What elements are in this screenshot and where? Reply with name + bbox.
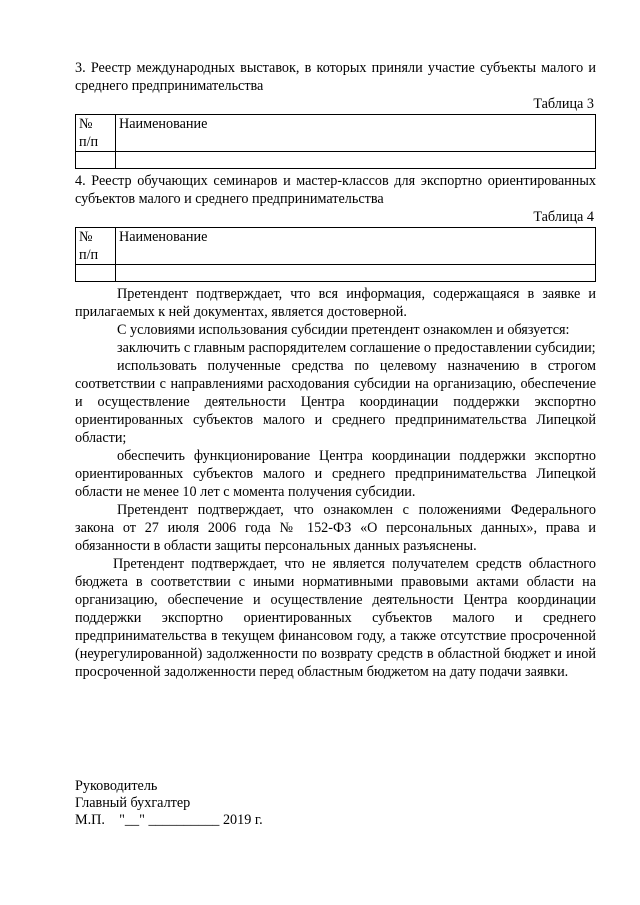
table4-label: Таблица 4 (533, 209, 594, 225)
table3-name-header: Наименование (116, 115, 596, 152)
table3 (75, 114, 596, 169)
table4-name-header: Наименование (116, 228, 596, 265)
list-item-ensure-operation: обеспечить функционирование Центра координации поддержки экспортно ориентированных субъектов малого и среднего предпринимательства Липецкой области не менее 10 лет с момента получения субсидии. (75, 448, 596, 500)
table3-num-header (76, 115, 116, 152)
table4 (75, 227, 596, 282)
signature-head: Руководитель (75, 778, 158, 794)
paragraph-personal-data: Претендент подтверждает, что ознакомлен с положениями Федерального закона от 27 июля 2006 года № 152-ФЗ «О персональных данных», права и обязанности в области защиты персональных данных разъяснены. (75, 502, 596, 554)
paragraph-conditions: С условиями использования субсидии претендент ознакомлен и обязуется: (117, 322, 570, 338)
table4-num-header-line1: № (79, 229, 93, 245)
signature-block (75, 778, 263, 829)
table4-empty-cell (116, 265, 596, 282)
table4-header-row (76, 228, 596, 265)
table4-num-header (76, 228, 116, 265)
table3-empty-row (76, 152, 596, 169)
table3-num-header-line1: № (79, 116, 93, 132)
paragraph-not-recipient: Претендент подтверждает, что не является получателем средств областного бюджета в соответствии с иными нормативными правовыми актами области на организацию, обеспечение и осуществление деятельности Центра координации поддержки экспортно ориентированных субъектов малого и среднего предпринимательства в текущем финансовом году, а также отсутствие просроченной (неурегулированной) задолженности по возврату средств в областной бюджет и иной просроченной задолженности перед областным бюджетом на дату подачи заявки. (75, 556, 596, 680)
list-item-use-funds: использовать полученные средства по целевому назначению в строгом соответствии с направлениями расходования субсидии на организацию, обеспечение и осуществление деятельности Центра координации поддержки экспортно ориентированных субъектов малого и среднего предпринимательства Липецкой области; (75, 358, 596, 446)
table3-num-header-line2: п/п (79, 134, 99, 150)
table3-empty-cell (76, 152, 116, 169)
table4-num-header-line2: п/п (79, 247, 99, 263)
table4-empty-row (76, 265, 596, 282)
section3-heading: 3. Реестр международных выставок, в которых приняли участие субъекты малого и среднего предпринимательства (75, 60, 596, 94)
table3-header-row (76, 115, 596, 152)
table4-empty-cell (76, 265, 116, 282)
table3-empty-cell (116, 152, 596, 169)
paragraph-confirm-info: Претендент подтверждает, что вся информация, содержащаяся в заявке и прилагаемых к ней документах, является достоверной. (75, 286, 596, 320)
signature-stamp-date: М.П. "__" __________ 2019 г. (75, 812, 263, 828)
document-page (75, 59, 596, 681)
signature-accountant: Главный бухгалтер (75, 795, 191, 811)
table3-label: Таблица 3 (533, 96, 594, 112)
list-item-agreement: заключить с главным распорядителем соглашение о предоставлении субсидии; (117, 340, 596, 356)
section4-heading: 4. Реестр обучающих семинаров и мастер-классов для экспортно ориентированных субъектов малого и среднего предпринимательства (75, 173, 596, 207)
